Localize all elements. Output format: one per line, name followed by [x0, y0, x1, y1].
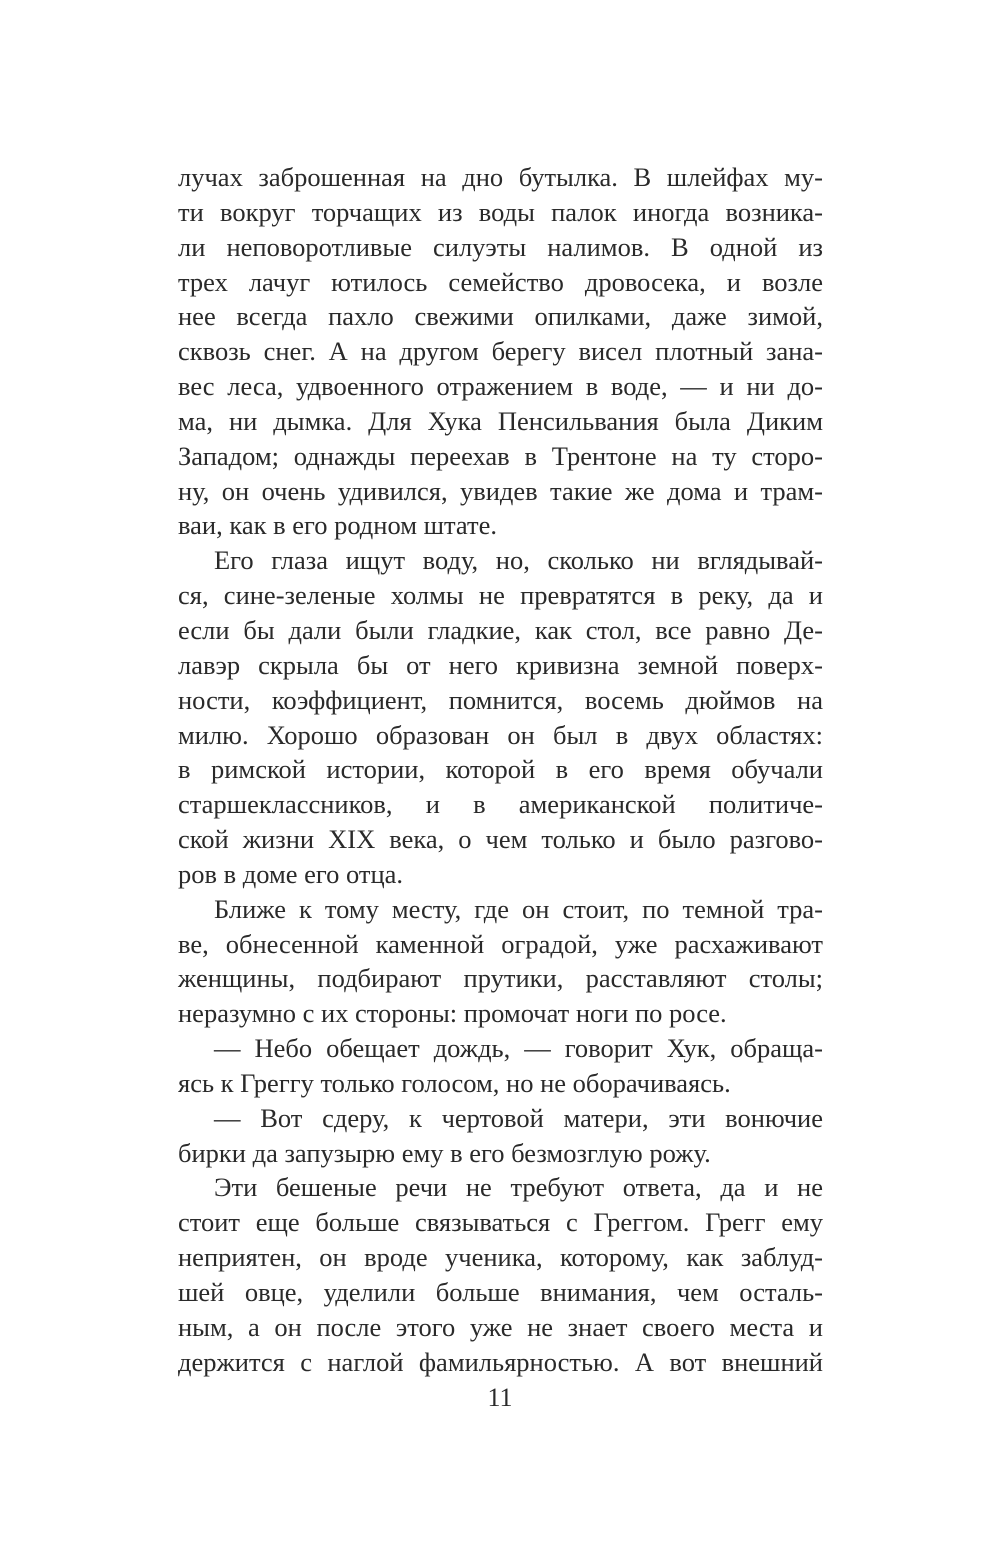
text-line: женщины, подбирают прутики, расставляют столы;	[178, 963, 823, 994]
text-line: ров в доме его отца.	[178, 858, 404, 889]
text-line: вес леса, удвоенного отражением в воде, — и ни до-	[178, 371, 823, 402]
text-line: нее всегда пахло свежими опилками, даже зимой,	[178, 301, 823, 332]
text-line: ну, он очень удивился, увидев такие же дома и трам-	[178, 475, 823, 506]
text-line: лавэр скрыла бы от него кривизна земной поверх-	[178, 649, 823, 680]
body-text	[178, 160, 823, 1380]
paragraph	[178, 1031, 823, 1101]
text-line: ным, а он после этого уже не знает своего места и	[178, 1311, 823, 1342]
text-line: Эти бешеные речи не требуют ответа, да и не	[214, 1172, 823, 1203]
text-line: ся, сине-зеленые холмы не превратятся в реку, да и	[178, 580, 823, 611]
text-line: ве, обнесенной каменной оградой, уже расхаживают	[178, 928, 823, 959]
text-line: бирки да запузырю ему в его безмозглую рожу.	[178, 1137, 711, 1168]
text-line: ясь к Греггу только голосом, но не оборачиваясь.	[178, 1067, 731, 1098]
text-line: ли неповоротливые силуэты налимов. В одной из	[178, 231, 823, 262]
text-line: если бы дали были гладкие, как стол, все равно Де-	[178, 614, 823, 645]
text-line: ма, ни дымка. Для Хука Пенсильвания была Диким	[178, 405, 823, 436]
page-number: 11	[487, 1383, 513, 1412]
text-line: сквозь снег. А на другом берегу висел плотный зана-	[178, 336, 823, 367]
paragraph	[178, 1101, 823, 1171]
text-line: ваи, как в его родном штате.	[178, 510, 497, 541]
text-line: — Небо обещает дождь, — говорит Хук, обраща-	[214, 1033, 823, 1064]
text-line: Ближе к тому месту, где он стоит, по темной тра-	[214, 893, 823, 924]
text-line: трех лачуг ютилось семейство дровосека, и возле	[178, 266, 823, 297]
text-line: ти вокруг торчащих из воды палок иногда возника-	[178, 196, 823, 227]
text-line: в римской истории, которой в его время обучали	[178, 754, 823, 785]
text-line: неразумно с их стороны: промочат ноги по росе.	[178, 998, 727, 1029]
text-line: стоит еще больше связываться с Греггом. Грегг ему	[178, 1207, 823, 1238]
text-line: ской жизни XIX века, о чем только и было разгово-	[178, 824, 823, 855]
paragraph	[178, 1170, 823, 1379]
text-line: шей овце, уделили больше внимания, чем осталь-	[178, 1277, 823, 1307]
text-line: ности, коэффициент, помнится, восемь дюймов на	[178, 684, 823, 715]
text-line: лучах заброшенная на дно бутылка. В шлейфах му-	[178, 162, 823, 192]
text-line: Западом; однажды переехав в Трентоне на ту сторо-	[178, 440, 823, 471]
paragraph	[178, 160, 823, 543]
paragraph	[178, 543, 823, 891]
text-line: неприятен, он вроде ученика, которому, как заблуд-	[178, 1242, 823, 1273]
text-line: Его глаза ищут воду, но, сколько ни вглядывай-	[214, 545, 823, 576]
text-line: — Вот сдеру, к чертовой матери, эти вонючие	[214, 1102, 823, 1133]
text-line: старшеклассников, и в американской политиче-	[178, 789, 823, 820]
text-line: милю. Хорошо образован он был в двух областях:	[178, 719, 823, 750]
text-line: держится с наглой фамильярностью. А вот внешний	[178, 1346, 823, 1377]
paragraph	[178, 892, 823, 1031]
